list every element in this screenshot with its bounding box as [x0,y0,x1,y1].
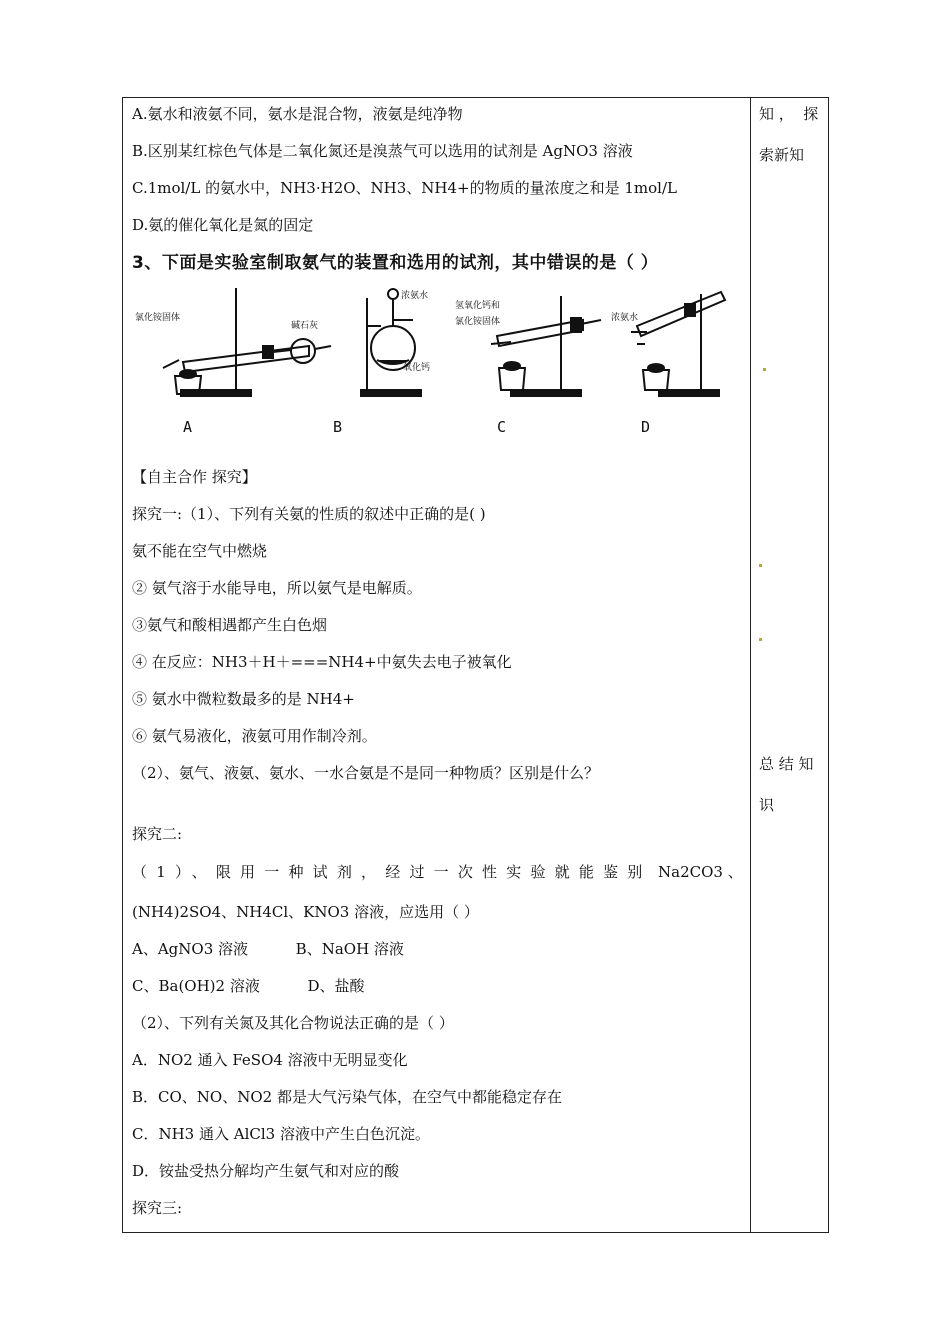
label-calcium-hydroxide: 氢氧化钙和 [455,301,501,311]
explore-3-heading: 探究三: [132,1199,183,1217]
option-b-line: B.区别某红棕色气体是二氧化氮还是溴蒸气可以选用的试剂是 AgNO3 溶液 [132,142,633,160]
explore-1-q1: 探究一:（1）、下列有关氨的性质的叙述中正确的是( ) [132,505,486,523]
option-a-line: A.氨水和液氨不同，氨水是混合物，液氨是纯净物 [132,105,463,123]
figure-letter-a: A [183,418,193,436]
explore-2-options-ab: A、AgNO3 溶液 B、NaOH 溶液 [132,940,404,958]
explore-1-item-1: 氨不能在空气中燃烧 [132,542,268,560]
figure-letter-c: C [497,418,507,436]
section-heading: 【自主合作 探究】 [132,468,257,486]
lesson-table [122,97,829,1233]
explore-2-q1-line1: （1）、限用一种试剂，经过一次性实验就能鉴别 [132,863,652,881]
column-divider [750,98,751,1232]
label-conc-ammonia-b: 浓氨水 [401,291,429,301]
figure-letter-b: B [333,418,343,436]
option-c-line: C.1mol/L 的氨水中，NH3·H2O、NH3、NH4+的物质的量浓度之和是 1mol/L [132,179,677,197]
label-conc-ammonia-d: 浓氨水 [611,313,639,323]
explore-1-item-4: ④ 在反应：NH3＋H＋===NH4+中氨失去电子被氧化 [132,653,512,671]
apparatus-figure [131,286,741,446]
speck-mark [759,638,762,641]
label-ammonium-chloride-c: 氯化铵固体 [455,317,501,327]
explore-2-heading: 探究二: [132,825,183,843]
explore-1-item-6: ⑥ 氨气易液化，液氨可用作制冷剂。 [132,727,377,745]
label-calcium-oxide: 氧化钙 [403,363,431,373]
apparatus-diagram [131,286,741,446]
side-note-4: 识 [759,796,775,814]
explore-2-options-cd: C、Ba(OH)2 溶液 D、盐酸 [132,977,365,995]
explore-1-q2: （2）、氨气、液氨、氨水、一水合氨是不是同一种物质？区别是什么？ [132,764,600,782]
speck-mark [763,368,766,371]
label-soda-lime: 碱石灰 [291,321,319,331]
explore-2-q2-b: B．CO、NO、NO2 都是大气污染气体，在空气中都能稳定存在 [132,1088,562,1106]
option-d-line: D.氨的催化氧化是氮的固定 [132,216,314,234]
explore-2-q2-c: C．NH3 通入 AlCl3 溶液中产生白色沉淀。 [132,1125,430,1143]
explore-2-q2-d: D．铵盐受热分解均产生氨气和对应的酸 [132,1162,400,1180]
side-note-1: 知 ， 探 [759,105,819,123]
question-3: 3、下面是实验室制取氨气的装置和选用的试剂，其中错误的是（ ） [132,253,659,273]
speck-mark [759,564,762,567]
explore-1-item-5: ⑤ 氨水中微粒数最多的是 NH4+ [132,690,355,708]
explore-2-q2: （2）、下列有关氮及其化合物说法正确的是（ ） [132,1014,454,1032]
figure-letter-d: D [641,418,651,436]
explore-1-item-3: ③氨气和酸相遇都产生白色烟 [132,616,328,634]
explore-1-item-2: ② 氨气溶于水能导电，所以氨气是电解质。 [132,579,422,597]
explore-2-q1-line2: (NH4)2SO4、NH4Cl、KNO3 溶液，应选用（ ） [132,903,479,921]
side-note-2: 索新知 [759,146,805,164]
explore-2-q1-line1-tail: Na2CO3 、 [658,863,743,881]
side-note-3: 总 结 知 [759,755,814,773]
label-ammonium-chloride-a: 氯化铵固体 [135,313,181,323]
explore-2-q2-a: A．NO2 通入 FeSO4 溶液中无明显变化 [132,1051,408,1069]
